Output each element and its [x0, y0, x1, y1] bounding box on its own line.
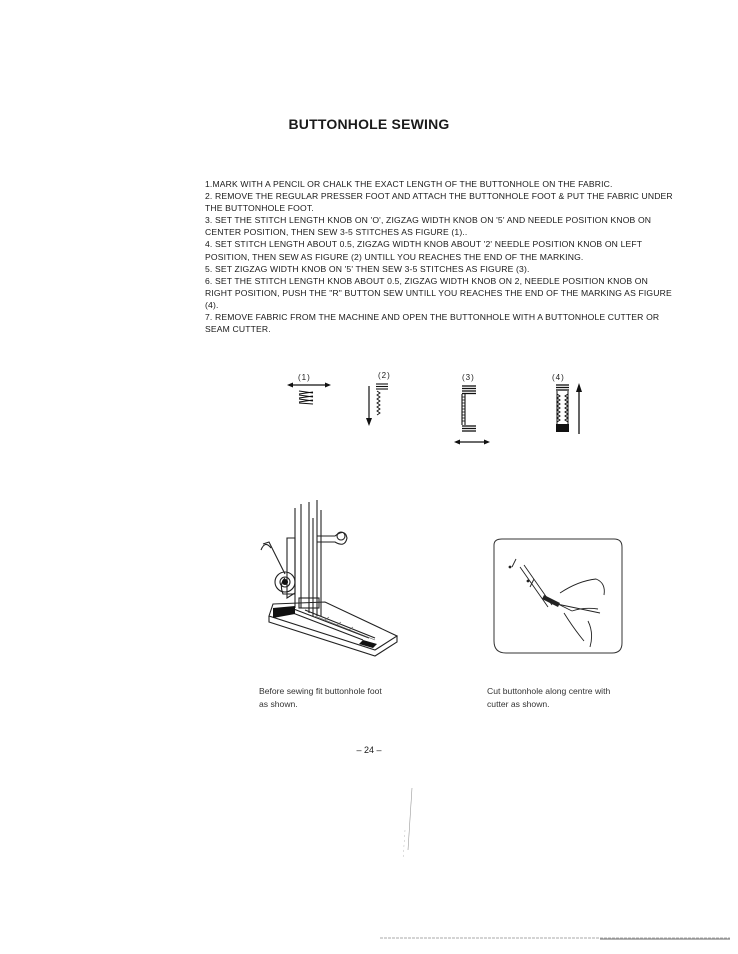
caption-left-line-2: as shown. [259, 699, 298, 709]
step-5: 5. SET ZIGZAG WIDTH KNOB ON '5' THEN SEW 3-5 STITCHES AS FIGURE (3). [205, 263, 530, 274]
figure-label-2: (2) [378, 371, 391, 380]
step-4: 4. SET STITCH LENGTH ABOUT 0.5, ZIGZAG WIDTH KNOB ABOUT '2' NEEDLE POSITION KNOB ON LEFT POSITION, THEN SEW AS FIGURE (2) UNTILL YOU REACHES THE END OF THE MARKING. [205, 239, 643, 262]
caption-left-line-1: Before sewing fit buttonhole foot [259, 686, 382, 696]
step-7: 7. REMOVE FABRIC FROM THE MACHINE AND OPEN THE BUTTONHOLE WITH A BUTTONHOLE CUTTER OR SEAM CUTTER. [205, 312, 660, 335]
step-3: 3. SET THE STITCH LENGTH KNOB ON 'O', ZIGZAG WIDTH KNOB ON '5' AND NEEDLE POSITION KNOB ON CENTER POSITION, THEN SEW 3-5 STITCHES AS FIGURE (1).. [205, 215, 652, 238]
step-6: 6. SET THE STITCH LENGTH KNOB ABOUT 0.5, ZIGZAG WIDTH KNOB ON 2, NEEDLE POSITION KNOB ON RIGHT POSITION, PUSH THE "R" BUTTON SEW UNTILL YOU REACHES THE END OF THE MARKING AS FIGURE (4). [205, 275, 672, 310]
figure-label-3: (3) [462, 373, 475, 382]
page-title: BUTTONHOLE SEWING [288, 116, 450, 132]
figure-label-1: (1) [298, 373, 311, 382]
step-1: 1.MARK WITH A PENCIL OR CHALK THE EXACT LENGTH OF THE BUTTONHOLE ON THE FABRIC. [205, 179, 613, 189]
figure-label-4: (4) [552, 373, 565, 382]
caption-right-line-1: Cut buttonhole along centre with [487, 686, 611, 696]
step-2: 2. REMOVE THE REGULAR PRESSER FOOT AND ATTACH THE BUTTONHOLE FOOT & PUT THE FABRIC UNDER THE BUTTONHOLE FOOT. [205, 191, 673, 214]
caption-right-line-2: cutter as shown. [487, 699, 550, 709]
page-number: – 24 – [356, 745, 382, 755]
